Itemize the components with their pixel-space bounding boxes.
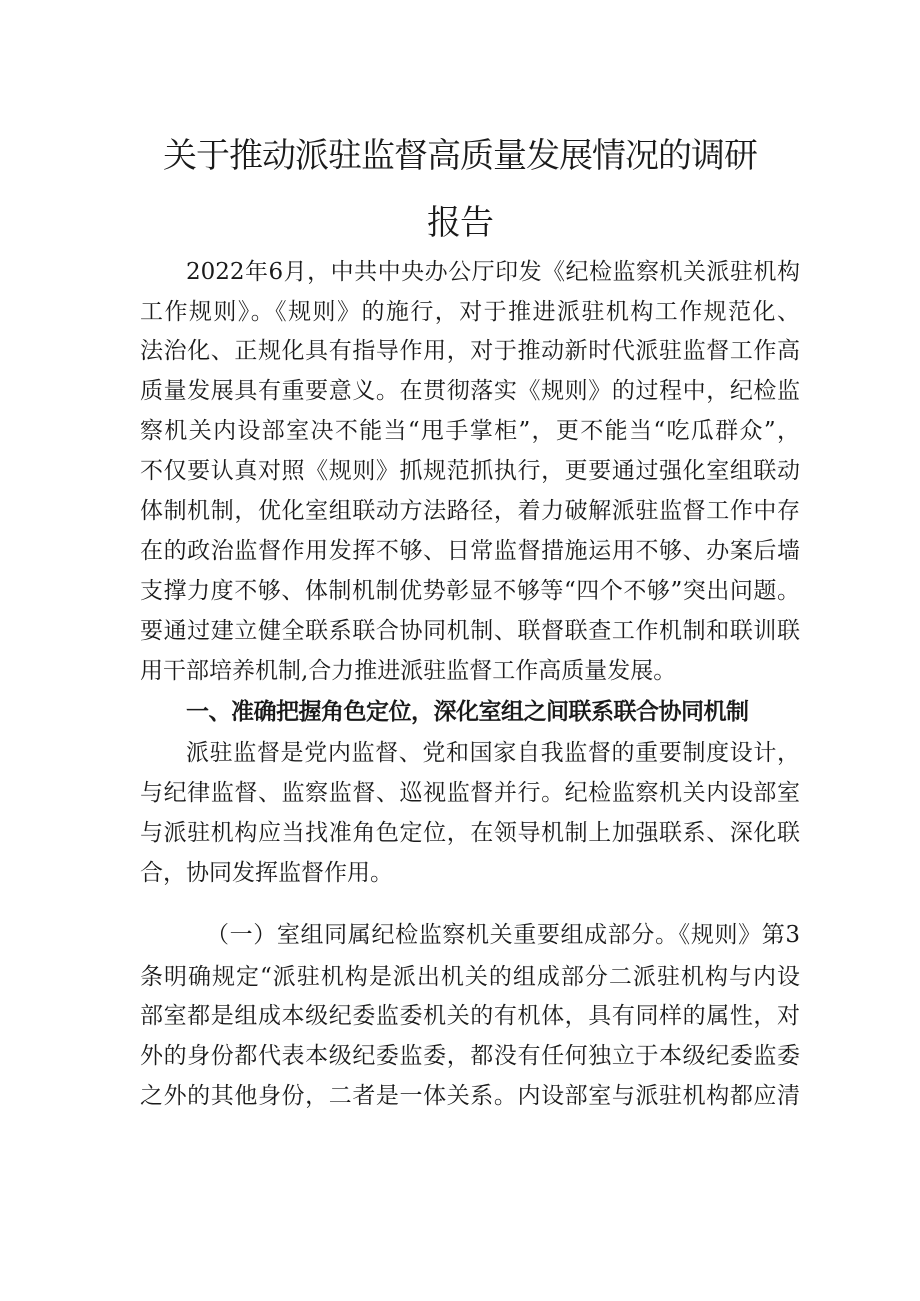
document-title-line1: 关于推动派驻监督高质量发展情况的调研 [163, 136, 757, 176]
paragraph-line: 用干部培养机制,合力推进派驻监督工作高质量发展。 [140, 658, 677, 684]
paragraph-line: 派驻监督是党内监督、党和国家自我监督的重要制度设计， [186, 740, 800, 766]
paragraph-line: 法治化、正规化具有指导作用，对于推动新时代派驻监督工作高 [140, 338, 800, 364]
paragraph-line: 条明确规定“派驻机构是派出机关的组成部分二派驻机构与内设 [140, 964, 800, 990]
paragraph-line: 部室都是组成本级纪委监委机关的有机体，具有同样的属性，对 [140, 1003, 800, 1029]
paragraph-line: 合，协同发挥监督作用。 [140, 860, 393, 886]
paragraph-line: 2022年6月，中共中央办公厅印发《纪检监察机关派驻机构 [186, 259, 800, 285]
paragraph-line: 与纪律监督、监察监督、巡视监督并行。纪检监察机关内设部室 [140, 780, 800, 806]
paragraph-line: 之外的其他身份，二者是一体关系。内设部室与派驻机构都应清 [140, 1083, 800, 1109]
paragraph-line: 质量发展具有重要意义。在贯彻落实《规则》的过程中，纪检监 [140, 378, 800, 404]
paragraph-line: 在的政治监督作用发挥不够、日常监督措施运用不够、办案后墙 [140, 538, 800, 564]
paragraph-line: 与派驻机构应当找准角色定位，在领导机制上加强联系、深化联 [140, 820, 800, 846]
document-title-line2: 报告 [427, 203, 493, 243]
paragraph-line: 工作规则》。《规则》的施行，对于推进派驻机构工作规范化、 [140, 299, 800, 325]
section-heading: 一、准确把握角色定位，深化室组之间联系联合协同机制 [186, 699, 749, 725]
paragraph-line: 支撑力度不够、体制机制优势彰显不够等“四个不够”突出问题。 [140, 578, 800, 604]
paragraph-line: 要通过建立健全联系联合协同机制、联督联查工作机制和联训联 [140, 618, 800, 644]
paragraph-line: （一）室组同属纪检监察机关重要组成部分。《规则》第3 [206, 922, 800, 948]
paragraph-line: 不仅要认真对照《规则》抓规范抓执行，更要通过强化室组联动 [140, 458, 800, 484]
paragraph-line: 察机关内设部室决不能当“甩手掌柜”，更不能当“吃瓜群众”， [140, 418, 800, 444]
paragraph-line: 外的身份都代表本级纪委监委，都没有任何独立于本级纪委监委 [140, 1043, 800, 1069]
paragraph-line: 体制机制，优化室组联动方法路径，着力破解派驻监督工作中存 [140, 498, 800, 524]
